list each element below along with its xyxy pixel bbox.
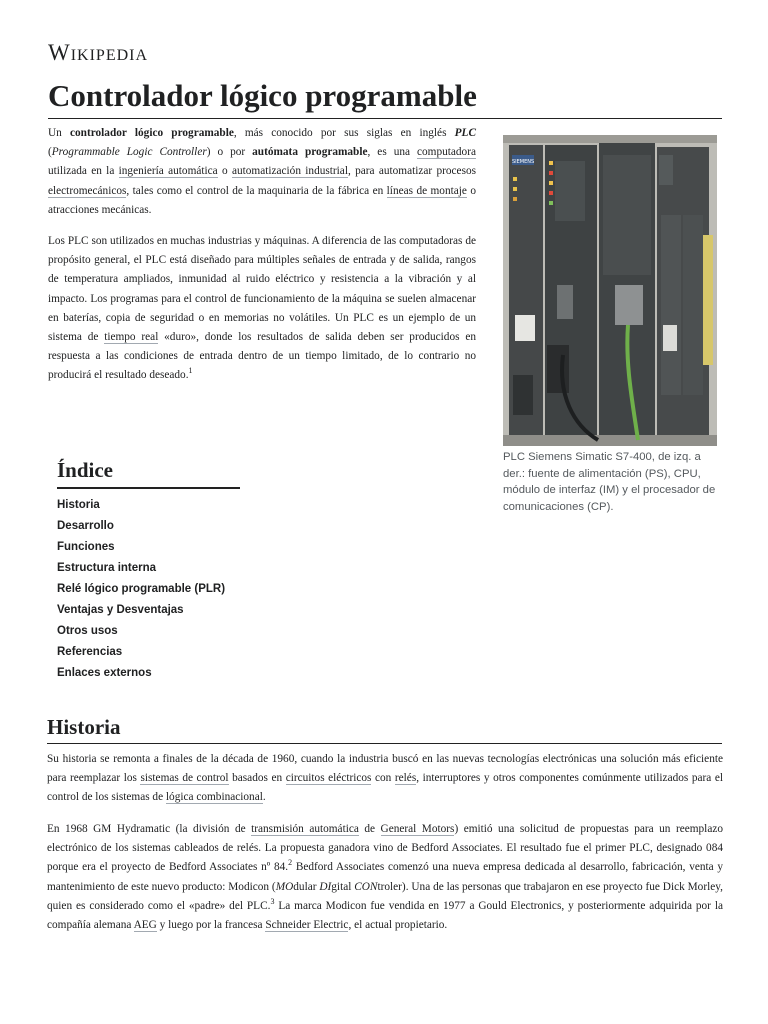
figure-caption: PLC Siemens Simatic S7-400, de izq. a der.: fuente de alimentación (PS), CPU, módulo de interfaz (IM) y el procesador de comunicaciones (CP). (503, 451, 716, 513)
link-reles[interactable]: relés (394, 772, 417, 785)
page-title: Controlador lógico programable (48, 76, 722, 119)
siemens-label: SIEMENS (512, 159, 535, 165)
toc-item-funciones[interactable]: Funciones (57, 541, 115, 553)
reference-3[interactable]: 3 (270, 897, 275, 907)
toc-item-referencias[interactable]: Referencias (57, 646, 123, 658)
link-aeg[interactable]: AEG (133, 919, 157, 932)
link-tiempo-real[interactable]: tiempo real (104, 331, 159, 344)
plc-figure (503, 135, 717, 515)
link-electromecanicos[interactable]: electromecánicos (48, 184, 127, 197)
toc-item-ventajas[interactable]: Ventajas y Desventajas (57, 604, 184, 616)
historia-paragraph-1: Su historia se remonta a finales de la década de 1960, cuando la industria buscó en las nuevas tecnologías electrónicas una solución más eficiente para reemplazar los sistemas de control basados en circuitos eléctricos con relés, interruptores y otros componentes comúnmente utilizados para el control de los sistemas de lógica combinacional. (47, 753, 723, 804)
reference-1[interactable]: 1 (188, 366, 193, 376)
historia-paragraph-2: En 1968 GM Hydramatic (la división de transmisión automática de General Motors) emitió una solicitud de propuestas para un reemplazo electrónico de los sistemas cableados de relés. La propuesta ganadora vino de Bedford Associates. El resultado fue el primer PLC, designado 084 porque era el proyecto de Bedford Associates nº 84.$^2$ Bedford Associates comenzó una nueva empresa dedicada al desarrollo, fabricación, venta y mantenimiento de este nuevo producto: Modicon (MOdular DIgital CONtroler). Una de las personas que trabajaron en ese proyecto fue Dick Morley, quien es considerado como el «padre» del PLC.$^3$ La marca Modicon fue vendida en 1977 a Gould Electronics, y posteriormente adquirida por la compañía alemana AEG y luego por la francesa Schneider Electric, el actual propietario. (47, 823, 724, 932)
link-sistemas-de-control[interactable]: sistemas de control (140, 772, 229, 785)
section-title-historia: Historia (47, 712, 722, 744)
intro-paragraph-1: Un controlador lógico programable, más conocido por sus siglas en inglés PLC (Programmable Logic Controller) o por autómata programable, es una computadora utilizada en la ingeniería automática o automatización industrial, para automatizar procesos electromecánicos, tales como el control de la maquinaria de la fábrica en líneas de montaje o atracciones mecánicas. (48, 127, 477, 216)
link-circuitos-electricos[interactable]: circuitos eléctricos (285, 772, 372, 785)
toc-item-rele-logico[interactable]: Relé lógico programable (PLR) (57, 583, 226, 595)
toc-title: Índice (57, 455, 240, 489)
link-transmision-automatica[interactable]: transmisión automática (251, 823, 359, 835)
reference-2[interactable]: 2 (288, 858, 293, 868)
toc-list (57, 495, 257, 684)
link-general-motors[interactable]: General Motors (380, 823, 455, 835)
link-lineas-de-montaje[interactable]: líneas de montaje (386, 184, 467, 197)
link-ingenieria-automatica[interactable]: ingeniería automática (118, 165, 218, 178)
toc-item-estructura-interna[interactable]: Estructura interna (57, 562, 157, 574)
link-computadora[interactable]: computadora (417, 146, 476, 159)
toc-item-otros-usos[interactable]: Otros usos (57, 625, 118, 637)
plc-photo-illustration (503, 135, 717, 446)
toc-item-desarrollo[interactable]: Desarrollo (57, 520, 114, 532)
wikipedia-wordmark[interactable]: Wikipedia (48, 40, 149, 65)
toc-item-enlaces-externos[interactable]: Enlaces externos (57, 667, 152, 679)
intro-paragraph-2: Los PLC son utilizados en muchas industrias y máquinas. A diferencia de las computadoras de propósito general, el PLC está diseñado para múltiples señales de entrada y de salida, rangos de temperatura ampliados, inmunidad al ruido eléctrico y resistencia a la vibración y al impacto. Los programas para el control de funcionamiento de la máquina se suelen almacenar en baterías, copia de seguridad o en memorias no volátiles. Un PLC es un ejemplo de un sistema de tiempo real «duro», donde los resultados de salida deben ser producidos en respuesta a las condiciones de entrada dentro de un tiempo limitado, de lo contrario no producirá el resultado deseado.$^1$ (48, 235, 476, 382)
toc-item-historia[interactable]: Historia (57, 499, 100, 511)
plc-photo[interactable] (503, 135, 717, 446)
link-logica-combinacional[interactable]: lógica combinacional (165, 791, 263, 804)
table-of-contents (57, 455, 257, 684)
link-automatizacion-industrial[interactable]: automatización industrial (231, 165, 348, 178)
link-schneider-electric[interactable]: Schneider Electric (265, 919, 349, 932)
